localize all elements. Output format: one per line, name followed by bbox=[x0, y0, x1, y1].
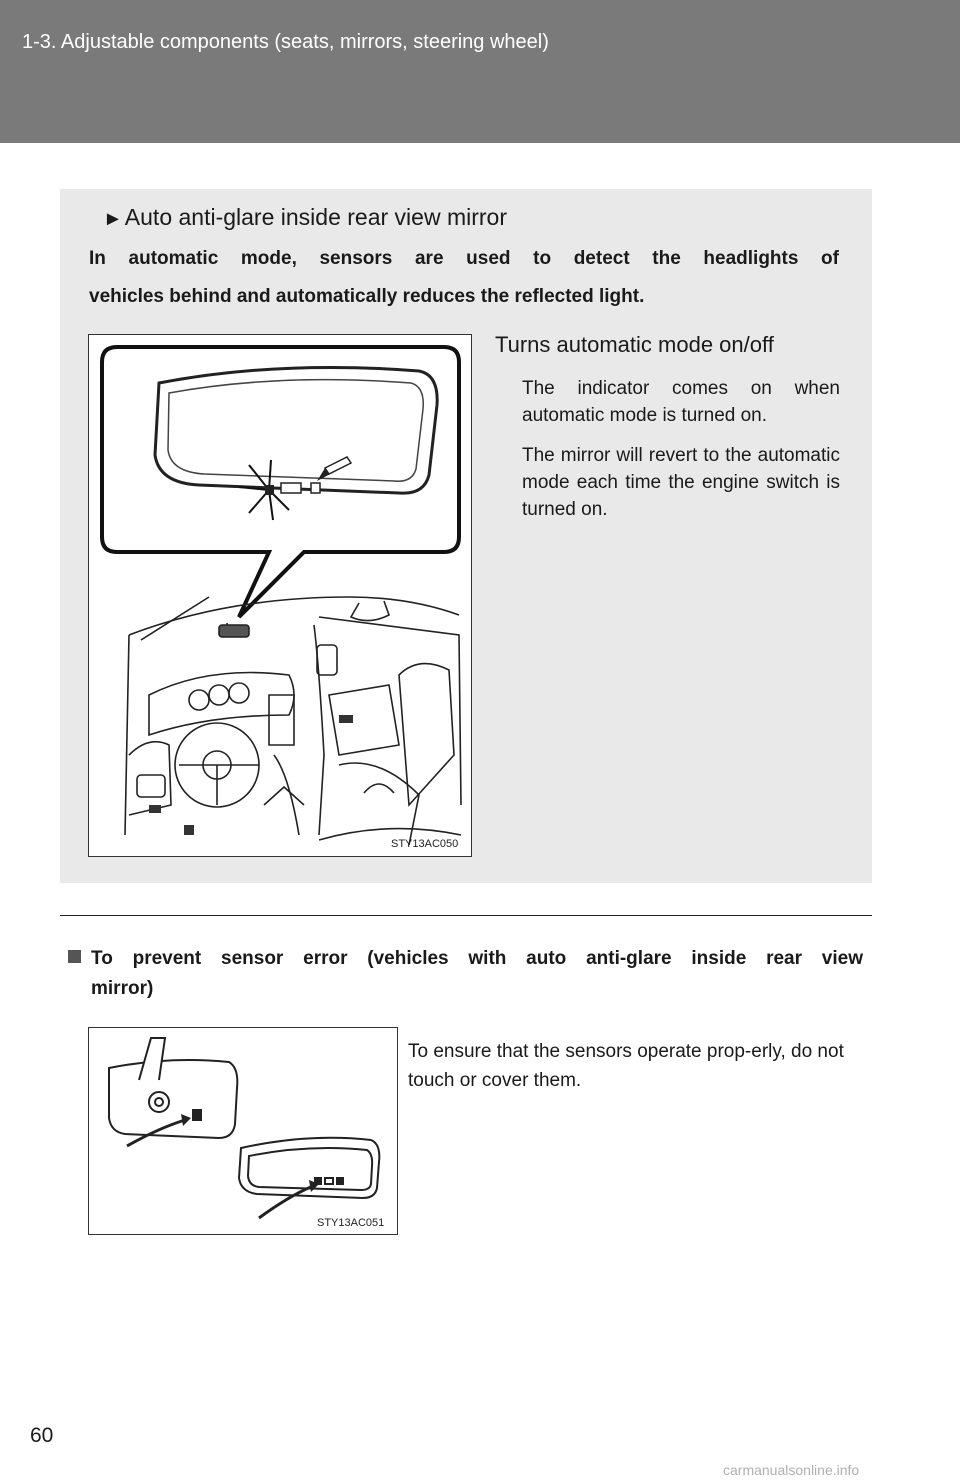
intro-line-1: In automatic mode, sensors are used to detect the headlights of bbox=[89, 248, 839, 269]
page-number: 60 bbox=[30, 1424, 54, 1447]
callout-title: Turns automatic mode on/off bbox=[495, 332, 774, 357]
section-heading bbox=[68, 944, 863, 1004]
section-body-text: To ensure that the sensors operate prop-erly, do not touch or cover them. bbox=[408, 1041, 844, 1091]
figure-code-2: STY13AC051 bbox=[317, 1217, 385, 1229]
intro-paragraph bbox=[89, 240, 839, 316]
arrow-icon: ► bbox=[103, 208, 123, 230]
section-heading-line-1: To prevent sensor error (vehicles with auto anti-glare inside rear view bbox=[91, 948, 863, 969]
subheading-text: Auto anti-glare inside rear view mirror bbox=[124, 204, 507, 230]
section-divider bbox=[60, 915, 872, 916]
interior-illustration bbox=[89, 335, 472, 857]
mirror-sensor-illustration bbox=[89, 1028, 398, 1235]
mirror-sensor-figure bbox=[88, 1027, 398, 1235]
intro-line-2: vehicles behind and automatically reduces the reflected light. bbox=[89, 286, 645, 307]
watermark: carmanualsonline.info bbox=[723, 1462, 860, 1478]
subheading bbox=[103, 204, 507, 231]
callout-paragraph-2: The mirror will revert to the automatic mode each time the engine switch is turned on. bbox=[522, 445, 840, 520]
header-title: 1-3. Adjustable components (seats, mirrors, steering wheel) bbox=[22, 31, 549, 53]
callout-paragraph-1: The indicator comes on when automatic mode is turned on. bbox=[522, 378, 840, 426]
section-heading-line-2: mirror) bbox=[91, 978, 154, 999]
interior-mirror-figure bbox=[88, 334, 472, 857]
square-bullet-icon bbox=[68, 950, 81, 963]
page-header bbox=[0, 0, 960, 143]
figure-code: STY13AC050 bbox=[391, 838, 459, 850]
